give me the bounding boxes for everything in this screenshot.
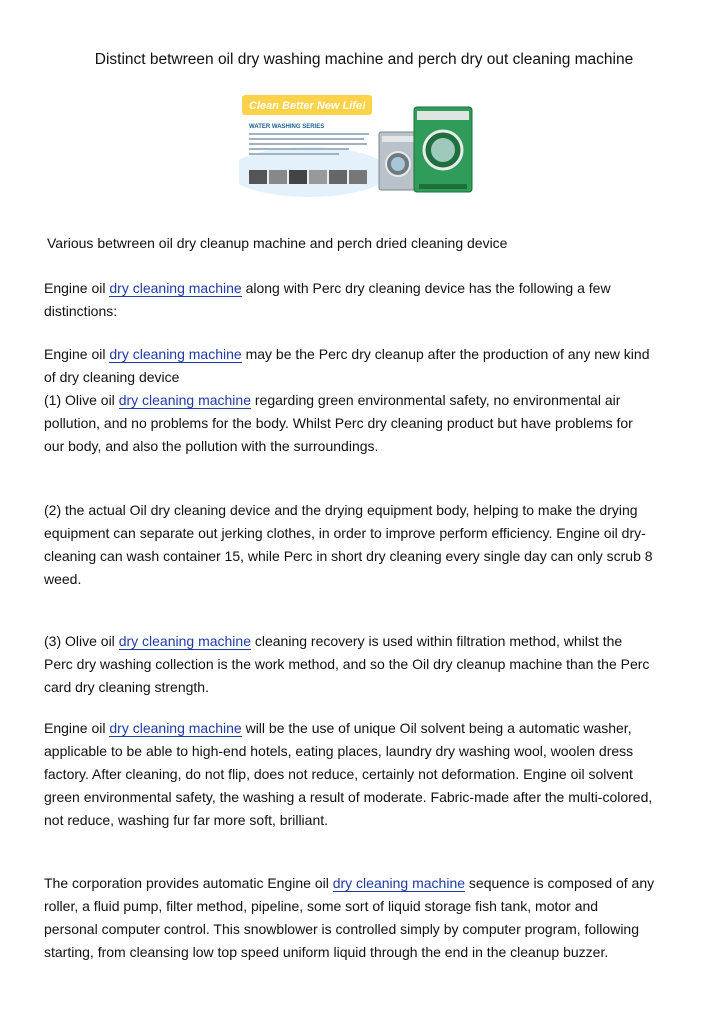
banner-text: Clean Better New Life! — [249, 100, 366, 112]
text: (2) the actual Oil dry cleaning device and the drying equipment body, helping to make the drying — [44, 502, 638, 518]
dry-cleaning-machine-link[interactable]: dry cleaning machine — [109, 346, 242, 362]
dry-cleaning-machine-link[interactable]: dry cleaning machine — [109, 720, 242, 736]
text: Perc dry washing collection is the work method, and so the Oil dry cleanup machine than the Perc — [44, 656, 650, 672]
text: of dry cleaning device — [44, 369, 180, 385]
text: pollution, and no problems for the body. Whilst Perc dry cleaning product but have problems for — [44, 415, 633, 431]
text: Engine oil — [44, 346, 110, 362]
series-heading: WATER WASHING SERIES — [249, 124, 325, 130]
text: not reduce, washing fur far more soft, brilliant. — [44, 812, 329, 828]
text: may be the Perc dry cleanup after the production of any new kind — [241, 346, 650, 362]
text: factory. After cleaning, do not flip, does not reduce, certainly not deformation. Engine oil solvent — [44, 766, 633, 782]
text: (3) Olive oil — [44, 633, 119, 649]
text: green environmental safety, the washing a result of moderate. Fabric-made after the multi-colored, — [44, 789, 653, 805]
text: (1) Olive oil — [44, 392, 119, 408]
text: equipment can separate out jerking clothes, in order to improve perform efficiency. Engine oil dry- — [44, 525, 646, 541]
text: along with Perc dry cleaning device has the following a few — [241, 280, 611, 296]
paragraph-5 — [44, 717, 694, 832]
dry-cleaning-machine-link[interactable]: dry cleaning machine — [118, 633, 251, 649]
text: distinctions: — [44, 303, 118, 319]
text: Engine oil — [44, 280, 110, 296]
text: roller, a fluid pump, filter method, pipeline, some sort of liquid storage fish tank, motor and — [44, 898, 599, 914]
paragraph-2 — [44, 343, 694, 458]
text: weed. — [44, 571, 82, 587]
dry-cleaning-machine-link[interactable]: dry cleaning machine — [118, 392, 251, 408]
washing-machine-illustration — [239, 92, 489, 203]
text: personal computer control. This snowblower is controlled simply by computer program, following — [44, 921, 639, 937]
subtitle: Various betwreen oil dry cleanup machine and perch dried cleaning device — [47, 235, 508, 251]
text: sequence is composed of any — [465, 875, 655, 891]
dry-cleaning-machine-link[interactable]: dry cleaning machine — [109, 280, 242, 296]
text: our body, and also the pollution with the surroundings. — [44, 438, 379, 454]
text: The corporation provides automatic Engine oil — [44, 875, 333, 891]
paragraph-3 — [44, 499, 694, 591]
paragraph-6 — [44, 872, 694, 964]
paragraph-4 — [44, 630, 694, 699]
text: applicable to be able to high-end hotels, eating places, laundry dry washing wool, woolen dress — [44, 743, 634, 759]
page-title: Distinct betwreen oil dry washing machine and perch dry out cleaning machine — [94, 51, 634, 68]
dry-cleaning-machine-link[interactable]: dry cleaning machine — [332, 875, 466, 891]
washing-machine-advertisement-image — [239, 92, 489, 203]
text: starting, from cleansing low top speed uniform liquid through the end in the cleanup buzzer. — [44, 944, 609, 960]
text: card dry cleaning strength. — [44, 679, 209, 695]
text: cleaning recovery is used within filtration method, whilst the — [250, 633, 623, 649]
text: Engine oil — [44, 720, 110, 736]
text: will be the use of unique Oil solvent being a automatic washer, — [241, 720, 632, 736]
text: cleaning can wash container 15, while Perc in short dry cleaning every single day can only scrub 8 — [44, 548, 653, 564]
paragraph-1 — [44, 277, 694, 323]
text: regarding green environmental safety, no environmental air — [250, 392, 621, 408]
